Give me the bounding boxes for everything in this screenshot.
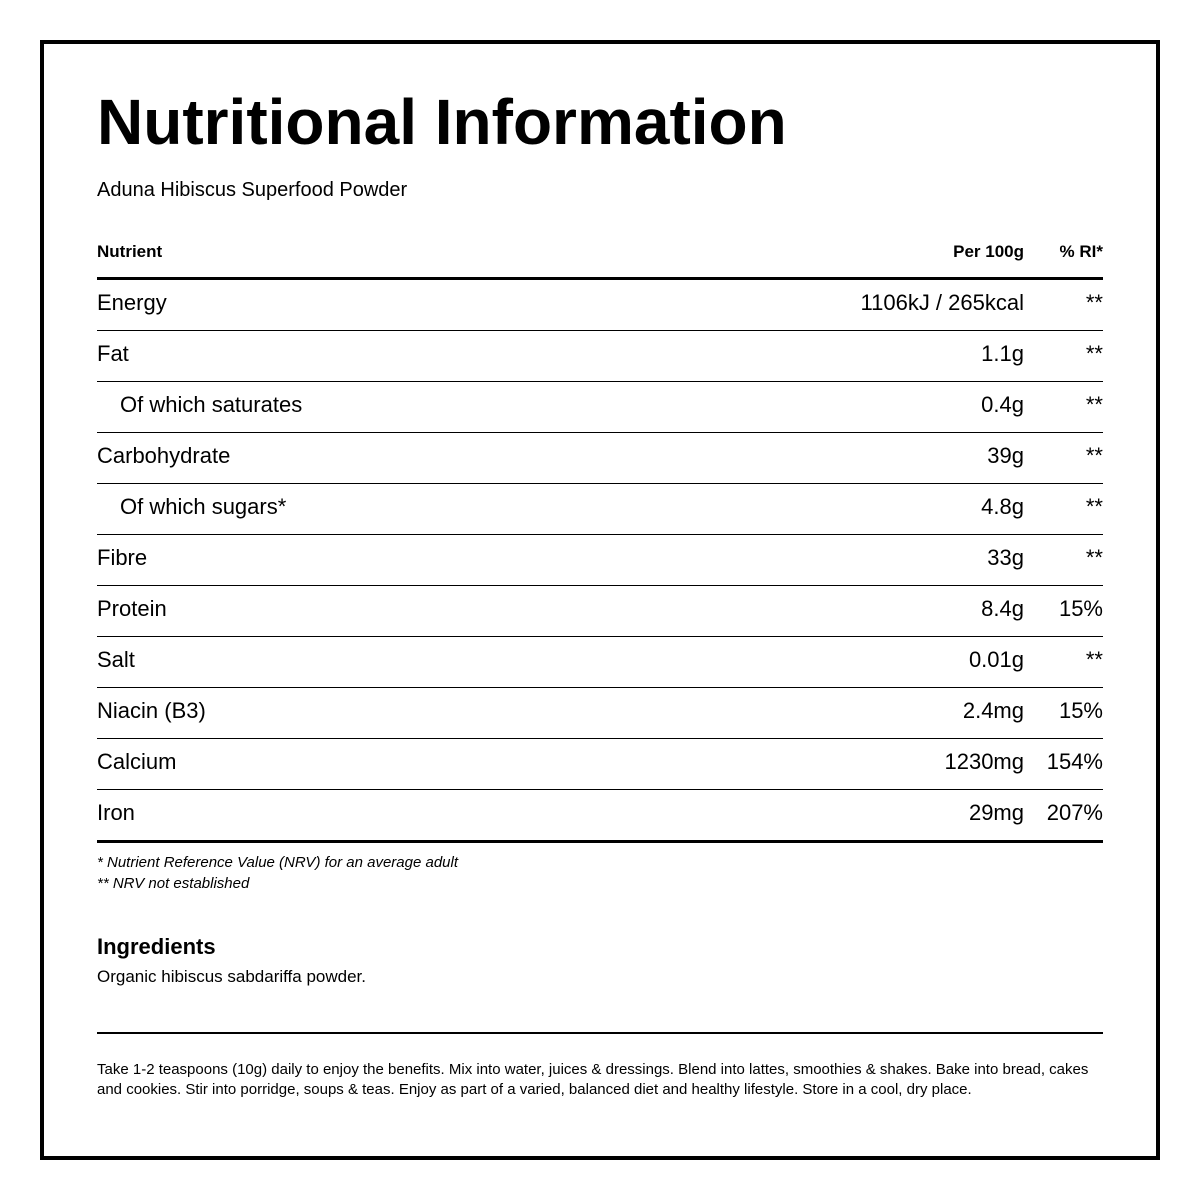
table-row	[97, 637, 1103, 688]
nutrient-ri: **	[1085, 647, 1103, 672]
header-ri: % RI*	[1059, 242, 1103, 261]
nutrient-ri: 15%	[1058, 698, 1103, 723]
table-header	[97, 234, 1103, 280]
nutrient-name: Of which sugars*	[120, 494, 287, 519]
table-row	[97, 739, 1103, 790]
nutrient-amount: 39g	[987, 443, 1024, 468]
nutrient-ri: **	[1085, 341, 1103, 366]
nutrient-amount: 33g	[987, 545, 1024, 570]
nutrient-amount: 29mg	[968, 800, 1024, 825]
nutrient-amount: 4.8g	[981, 494, 1024, 519]
header-nutrient: Nutrient	[97, 242, 163, 261]
table-row	[97, 280, 1103, 331]
footnote-nrv: * Nutrient Reference Value (NRV) for an average adult	[97, 854, 459, 871]
nutrient-ri: **	[1085, 494, 1103, 519]
nutrient-name: Protein	[97, 596, 167, 621]
footnotes	[97, 852, 458, 894]
nutrient-name: Of which saturates	[120, 392, 303, 417]
nutrient-name: Salt	[97, 647, 135, 672]
table-row	[97, 535, 1103, 586]
table-row	[97, 433, 1103, 484]
nutrient-ri: **	[1085, 290, 1103, 315]
nutrient-amount: 0.4g	[981, 392, 1024, 417]
table-row	[97, 790, 1103, 843]
nutrient-name: Fat	[97, 341, 129, 366]
section-divider	[97, 1032, 1103, 1034]
nutrient-name: Energy	[97, 290, 167, 315]
nutrition-table	[97, 234, 1103, 843]
nutrient-ri: **	[1085, 443, 1103, 468]
ingredients-text: Organic hibiscus sabdariffa powder.	[97, 967, 367, 986]
nutrient-ri: **	[1085, 392, 1103, 417]
nutrient-ri: 207%	[1046, 800, 1103, 825]
nutrient-ri: 154%	[1046, 749, 1103, 774]
product-name: Aduna Hibiscus Superfood Powder	[97, 179, 408, 201]
nutrient-amount: 8.4g	[981, 596, 1024, 621]
nutrient-amount: 1106kJ / 265kcal	[860, 290, 1024, 315]
usage-instructions: Take 1-2 teaspoons (10g) daily to enjoy the benefits. Mix into water, juices & dressings. Blend into lattes, smoothies & shakes. Bake into bread, cakes and cookies. Stir into porridge, soups & teas. Enjoy as part of a varied, balanced diet and healthy lifestyle. Store in a cool, dry place.	[97, 1061, 1089, 1098]
header-per-100g: Per 100g	[953, 242, 1024, 261]
nutrient-ri: **	[1085, 545, 1103, 570]
nutrient-amount: 1230mg	[944, 749, 1024, 774]
table-row	[97, 688, 1103, 739]
nutrient-name: Niacin (B3)	[97, 698, 206, 723]
nutrient-amount: 2.4mg	[962, 698, 1024, 723]
nutrient-name: Iron	[97, 800, 135, 825]
ingredients-heading: Ingredients	[97, 934, 216, 959]
table-row	[97, 586, 1103, 637]
table-row	[97, 484, 1103, 535]
table-row	[97, 331, 1103, 382]
nutrient-amount: 1.1g	[981, 341, 1024, 366]
nutrient-ri: 15%	[1058, 596, 1103, 621]
nutrient-name: Carbohydrate	[97, 443, 231, 468]
table-row	[97, 382, 1103, 433]
page-title: Nutritional Information	[97, 86, 787, 158]
nutrient-name: Fibre	[97, 545, 148, 570]
nutrient-amount: 0.01g	[968, 647, 1024, 672]
nutrient-name: Calcium	[97, 749, 177, 774]
nutrition-label	[40, 40, 1160, 1160]
footnote-not-established: ** NRV not established	[97, 875, 250, 892]
